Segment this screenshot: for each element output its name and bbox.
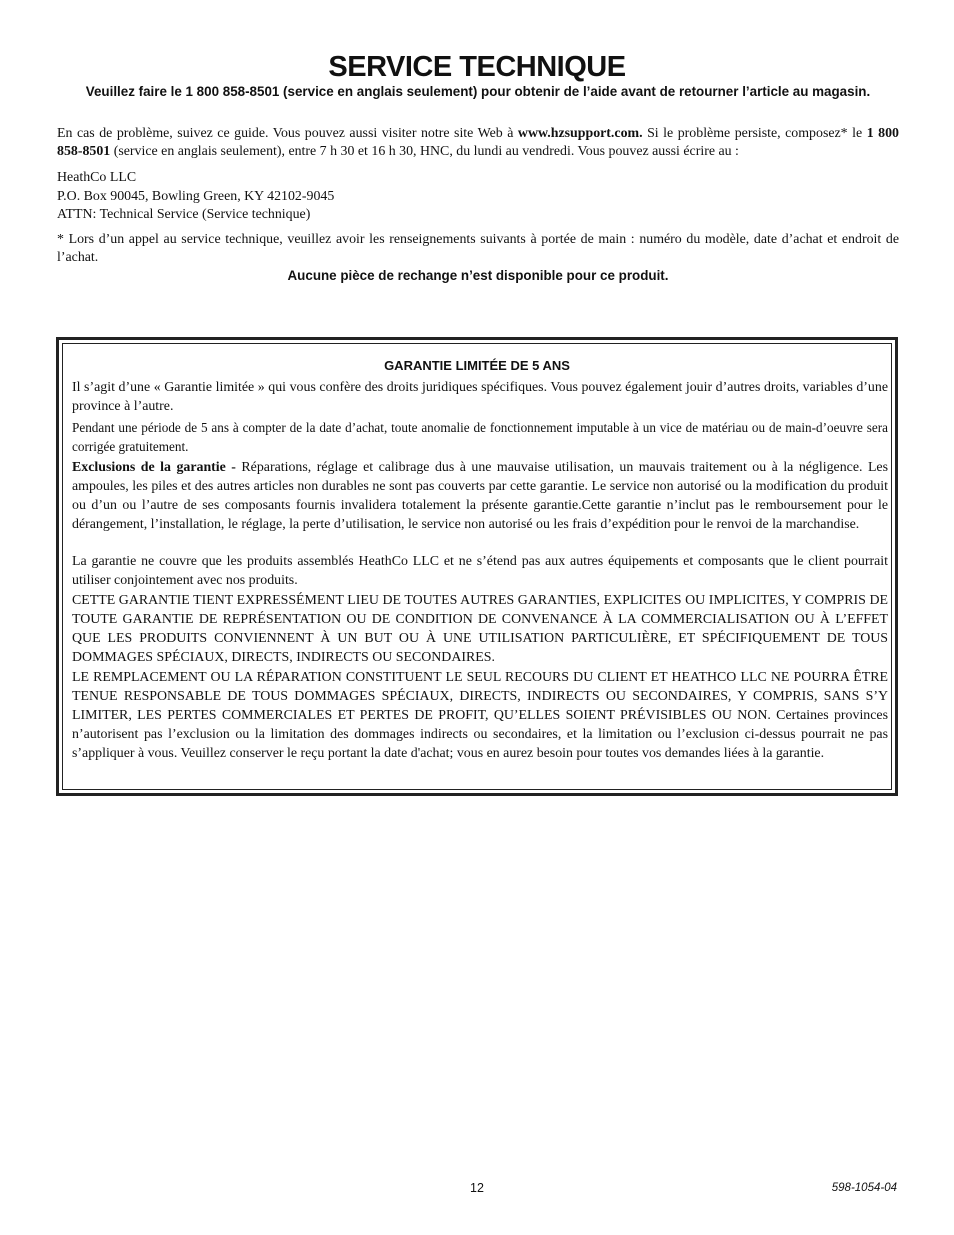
address-line: P.O. Box 90045, Bowling Green, KY 42102-9045 (57, 188, 335, 204)
intro-callout: Veuillez faire le 1 800 858-8501 (service en anglais seulement) pour obtenir de l’aide avant de retourner l’article au magasin. (85, 84, 871, 99)
warranty-title: GARANTIE LIMITÉE DE 5 ANS (384, 358, 570, 373)
page-title: SERVICE TECHNIQUE (328, 51, 626, 83)
contact-text-2: Si le problème persiste, composez* le (642, 126, 867, 141)
page-number: 12 (470, 1181, 484, 1195)
contact-paragraph (57, 125, 899, 161)
warranty-paragraph: LE REMPLACEMENT OU LA RÉPARATION CONSTITUENT LE SEUL RECOURS DU CLIENT ET HEATHCO LLC NE POURRA ÊTRE TENUE RESPONSABLE DE TOUS DOMMAGES SPÉCIAUX, DIRECTS, INDIRECTS OU SECONDAIRES, Y COMPRIS, SANS S’Y LIMITER, LES PERTES COMMERCIALES ET PERTES DE PROFIT, QU’ELLES SOIENT PRÉVISIBLES OU NON. Certaines provinces n’autorisent pas l’exclusion ou la limitation des dommages indirects ou secondaires, et la limitation ou l’exclusion ci-dessus pourrait ne pas s’appliquer à vous. Veuillez conserver le reçu portant la date d'achat; vous en aurez besoin pour toutes vos demandes liées à la garantie. (72, 670, 888, 761)
website-link[interactable]: www.hzsupport.com. (517, 126, 643, 141)
document-number: 598-1054-04 (831, 1182, 897, 1194)
exclusions-label: Exclusions de la garantie - (72, 460, 236, 475)
no-parts-notice: Aucune pièce de rechange n’est disponible pour ce produit. (287, 268, 669, 283)
warranty-paragraph: Pendant une période de 5 ans à compter de la date d’achat, toute anomalie de fonctionnement imputable à un vice de matériau ou de main-d’oeuvre sera corrigée gratuitement. (72, 420, 888, 454)
service-note: * Lors d’un appel au service technique, veuillez avoir les renseignements suivants à portée de main : numéro du modèle, date d’achat et endroit de l’achat. (57, 232, 899, 265)
exclusions-text: Réparations, réglage et calibrage dus à une mauvaise utilisation, un mauvais traitement ou à la négligence. Les ampoules, les piles et des autres articles non durables ne sont pas couverts par cette garantie. Le service non autorisé ou la modification du produit ou d’un ou l’autre de ses composants fournis invalidera totalement la présente garantie.Cette garantie n’inclut pas le remboursement pour le dérangement, l’installation, le réglage, la perte d’utilisation, le service non autorisé ou les frais d’expédition pour le renvoi de la marchandise. (72, 460, 889, 532)
mailing-address (57, 169, 899, 225)
warranty-exclusions (72, 458, 888, 534)
address-line: ATTN: Technical Service (Service technique) (57, 207, 311, 222)
warranty-paragraph: CETTE GARANTIE TIENT EXPRESSÉMENT LIEU DE TOUTES AUTRES GARANTIES, EXPLICITES OU IMPLICITES, Y COMPRIS DE TOUTE GARANTIE DE REPRÉSENTATION OU DE CONDITION DE CONVENANCE À LA COMMERCIALISATION OU À L’EFFET QUE LES PRODUITS CONVIENNENT À UN BUT OU À UNE UTILISATION PARTICULIÈRE, ET SPÉCIFIQUEMENT DE TOUS DOMMAGES SPÉCIAUX, DIRECTS, INDIRECTS OU SECONDAIRES. (72, 593, 888, 665)
contact-text-1: En cas de problème, suivez ce guide. Vous pouvez aussi visiter notre site Web à (57, 126, 518, 141)
phone-number: 1 800 858-8501 (57, 126, 899, 159)
warranty-paragraph: La garantie ne couvre que les produits assemblés HeathCo LLC et ne s’étend pas aux autres équipements et composants que le client pourrait utiliser conjointement avec nos produits. (72, 554, 888, 588)
warranty-paragraph: Il s’agit d’une « Garantie limitée » qui vous confère des droits juridiques spécifiques. Vous pouvez également jouir d’autres droits, variables d’une province à l’autre. (72, 380, 888, 414)
address-line: HeathCo LLC (57, 170, 137, 185)
warranty-box (56, 337, 898, 796)
warranty-inner-border (62, 343, 892, 790)
contact-text-3: (service en anglais seulement), entre 7 h 30 et 16 h 30, HNC, du lundi au vendredi. Vous pouvez aussi écrire au : (110, 144, 739, 159)
